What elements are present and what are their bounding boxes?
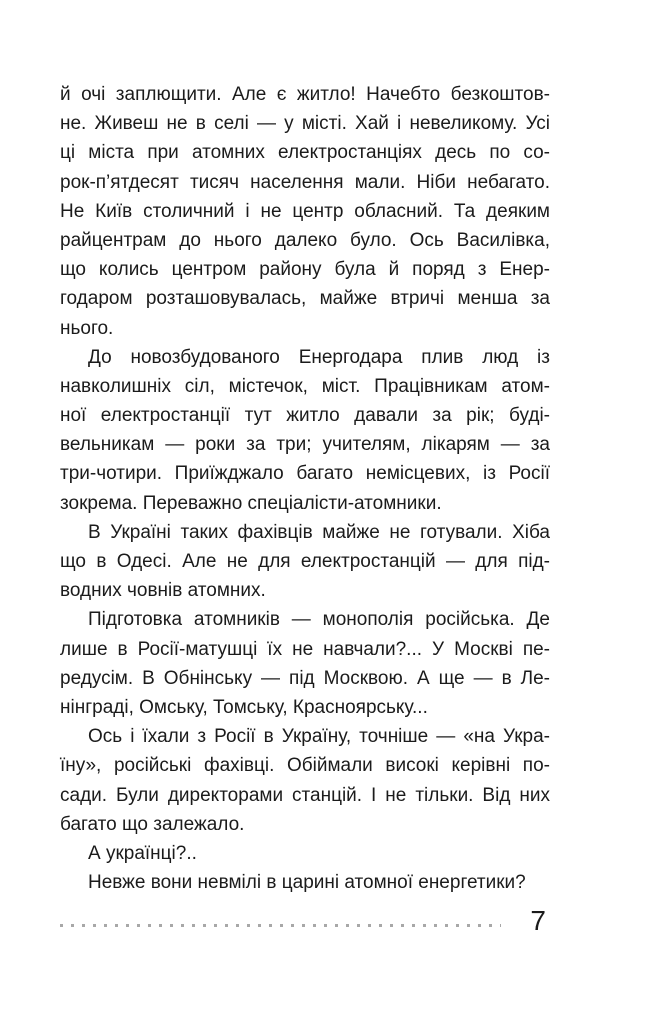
page-number: 7 [530,905,546,936]
text-line: вельникам — роки за три; учителям, лікарям — за [60,434,550,456]
text-line: й очі заплющити. Але є житло! Начебто безкоштов- [60,84,550,105]
text-line: годаром розташовувалась, майже втричі менша за [60,288,550,310]
text-block [60,80,550,897]
text-line: їну», російські фахівці. Обіймали високі керівні по- [60,755,550,777]
text-line: зокрема. Переважно спеціалісти-атомники. [60,492,442,514]
text-line: ці міста при атомних електростанціях десь по со- [60,142,550,164]
text-line: не. Живеш не в селі — у місті. Хай і невеликому. Усі [60,113,550,135]
text-line: три-чотири. Приїжджало багато немісцевих, із Росії [60,463,550,485]
text-line: нього. [60,317,114,339]
text-line: редусім. В Обнінську — під Москвою. А ще — в Ле- [60,667,550,689]
text-line: що колись центром району була й поряд з Енер- [60,259,550,281]
text-line: райцентрам до нього далеко було. Ось Василівка, [60,229,550,251]
text-line: водних човнів атомних. [60,580,266,602]
text-line: рок-п’ятдесят тисяч населення мали. Ніби небагато. [60,171,550,193]
text-line: В Україні таких фахівців майже не готували. Хіба [88,521,550,543]
text-line: багато що залежало. [60,813,245,835]
text-line: навколишніх сіл, містечок, міст. Працівникам атом- [60,375,550,397]
text-line: ної електростанції тут житло давали за рік; буді- [60,405,550,427]
text-line: нінграді, Омську, Томську, Красноярську... [60,696,428,718]
text-line: Підготовка атомників — монополія російська. Де [88,609,550,631]
text-line: Ось і їхали з Росії в Україну, точніше — «на Укра- [88,726,550,748]
text-line: Невже вони невмілі в царині атомної енергетики? [88,872,526,894]
text-line: А українці?.. [88,842,197,864]
text-line: що в Одесі. Але не для електростанцій — для під- [60,551,550,572]
text-line: Не Київ столичний і не центр обласний. Та деяким [60,200,550,222]
text-line: лише в Росії-матушці їх не навчали?... У Москві пе- [60,638,550,660]
text-line: До новозбудованого Енергодара плив люд із [88,346,550,368]
text-line: сади. Були директорами станцій. І не тільки. Від них [60,784,550,806]
